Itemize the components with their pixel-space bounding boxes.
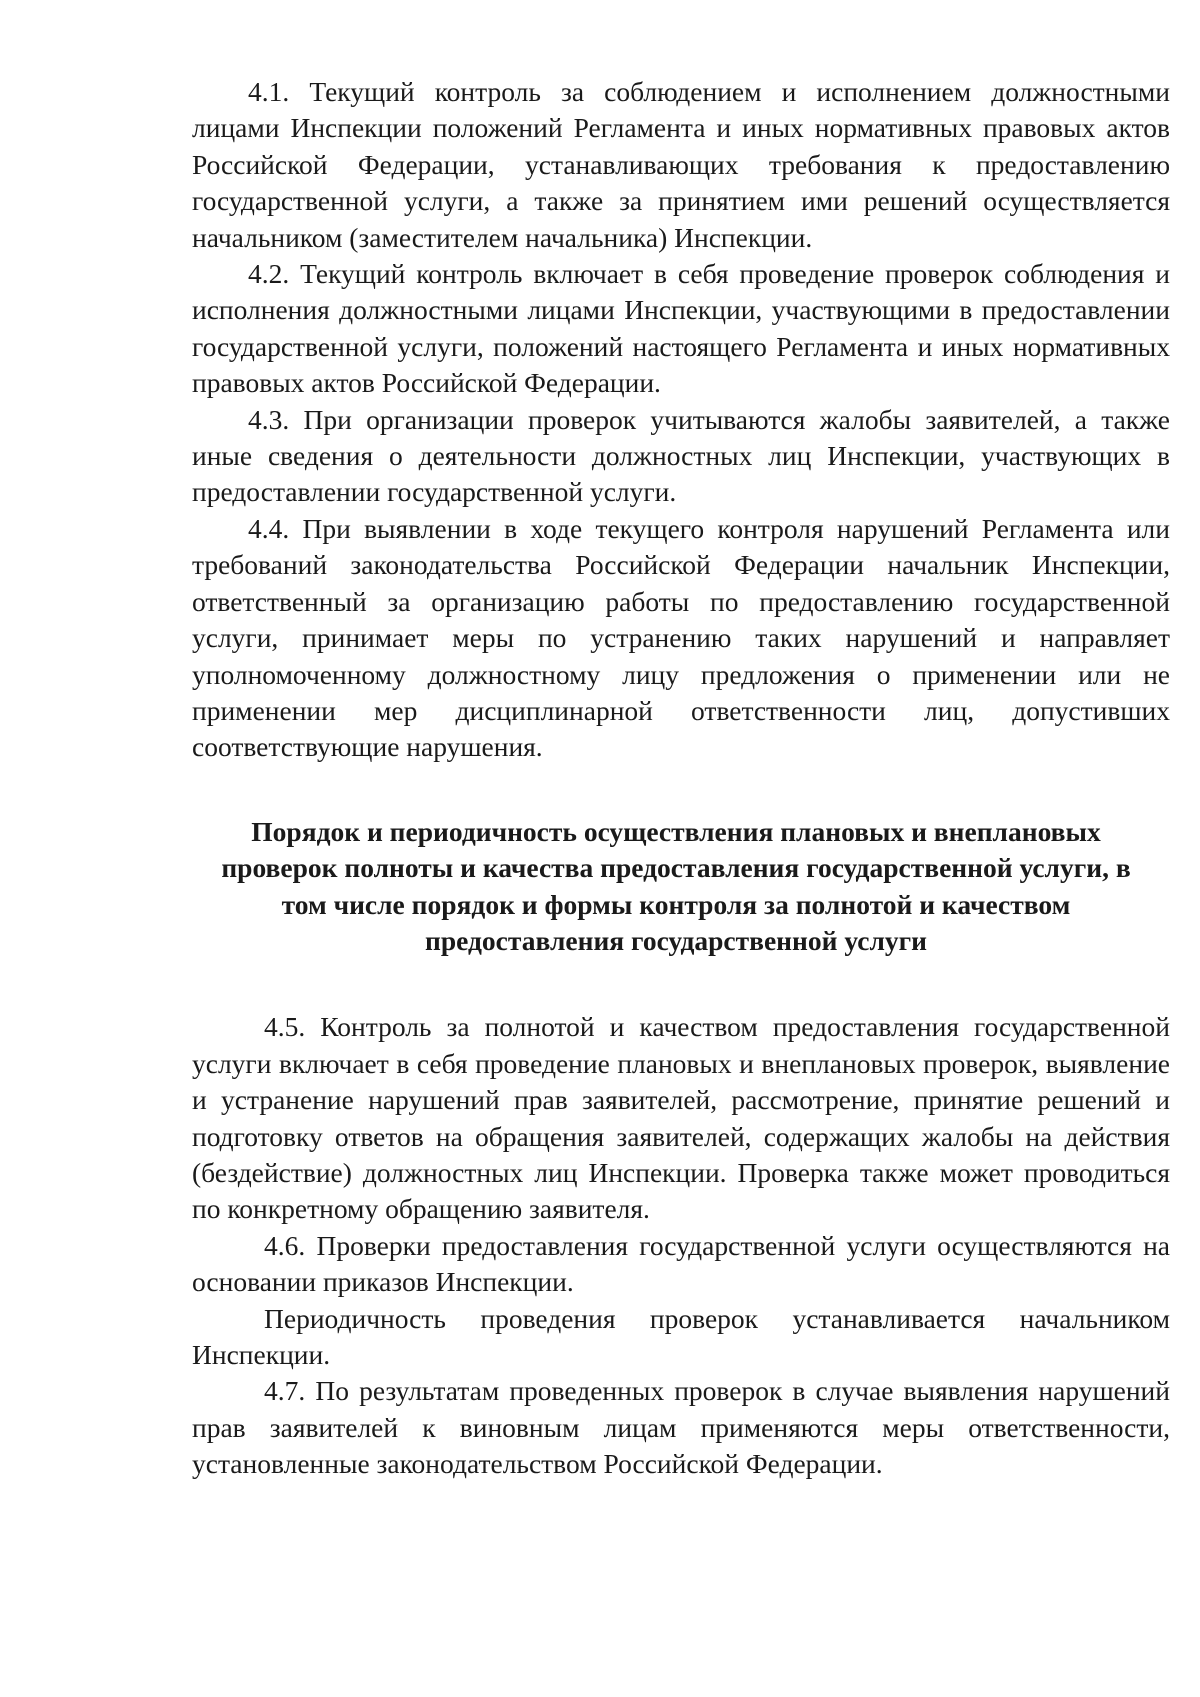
section-quality-control xyxy=(192,1009,1170,1482)
document-page xyxy=(192,74,1170,1483)
paragraph-4-6: 4.6. Проверки предоставления государственной услуги осуществляются на основании приказов Инспекции. xyxy=(192,1229,1170,1298)
paragraph-4-1: 4.1. Текущий контроль за соблюдением и исполнением должностными лицами Инспекции положений Регламента и иных нормативных правовых актов Российской Федерации, устанавливающих требования к предоставлению государственной услуги, а также за принятием ими решений осуществляется начальником (заместителем начальника) Инспекции. xyxy=(192,76,1170,253)
paragraph-4-7: 4.7. По результатам проведенных проверок в случае выявления нарушений прав заявителей к виновным лицам применяются меры ответственности, установленные законодательством Российской Федерации. xyxy=(192,1375,1170,1480)
paragraph-4-4: 4.4. При выявлении в ходе текущего контроля нарушений Регламента или требований законодательства Российской Федерации начальник Инспекции, ответственный за организацию работы по предоставлению государственной услуги, принимает меры по устранению таких нарушений и направляет уполномоченному должностному лицу предложения о применении или не применении мер дисциплинарной ответственности лиц, допустивших соответствующие нарушения. xyxy=(192,512,1170,763)
paragraph-4-5: 4.5. Контроль за полнотой и качеством предоставления государственной услуги включает в себя проведение плановых и внеплановых проверок, выявление и устранение нарушений прав заявителей, рассмотрение, принятие решений и подготовку ответов на обращения заявителей, содержащих жалобы на действия (бездействие) должностных лиц Инспекции. Проверка также может проводиться по конкретному обращению заявителя. xyxy=(192,1011,1170,1225)
paragraph-4-3: 4.3. При организации проверок учитываются жалобы заявителей, а также иные сведения о деятельности должностных лиц Инспекции, участвующих в предоставлении государственной услуги. xyxy=(192,403,1170,508)
section-heading: Порядок и периодичность осуществления плановых и внеплановых проверок полноты и качества предоставления государственной услуги, в том числе порядок и формы контроля за полнотой и качеством предоставления государственной услуги xyxy=(221,815,1131,956)
paragraph-4-2: 4.2. Текущий контроль включает в себя проведение проверок соблюдения и исполнения должностными лицами Инспекции, участвующими в предоставлении государственной услуги, положений настоящего Регламента и иных нормативных правовых актов Российской Федерации. xyxy=(192,258,1170,399)
paragraph-periodicity: Периодичность проведения проверок устанавливается начальником Инспекции. xyxy=(192,1302,1170,1370)
section-current-control xyxy=(192,74,1170,766)
